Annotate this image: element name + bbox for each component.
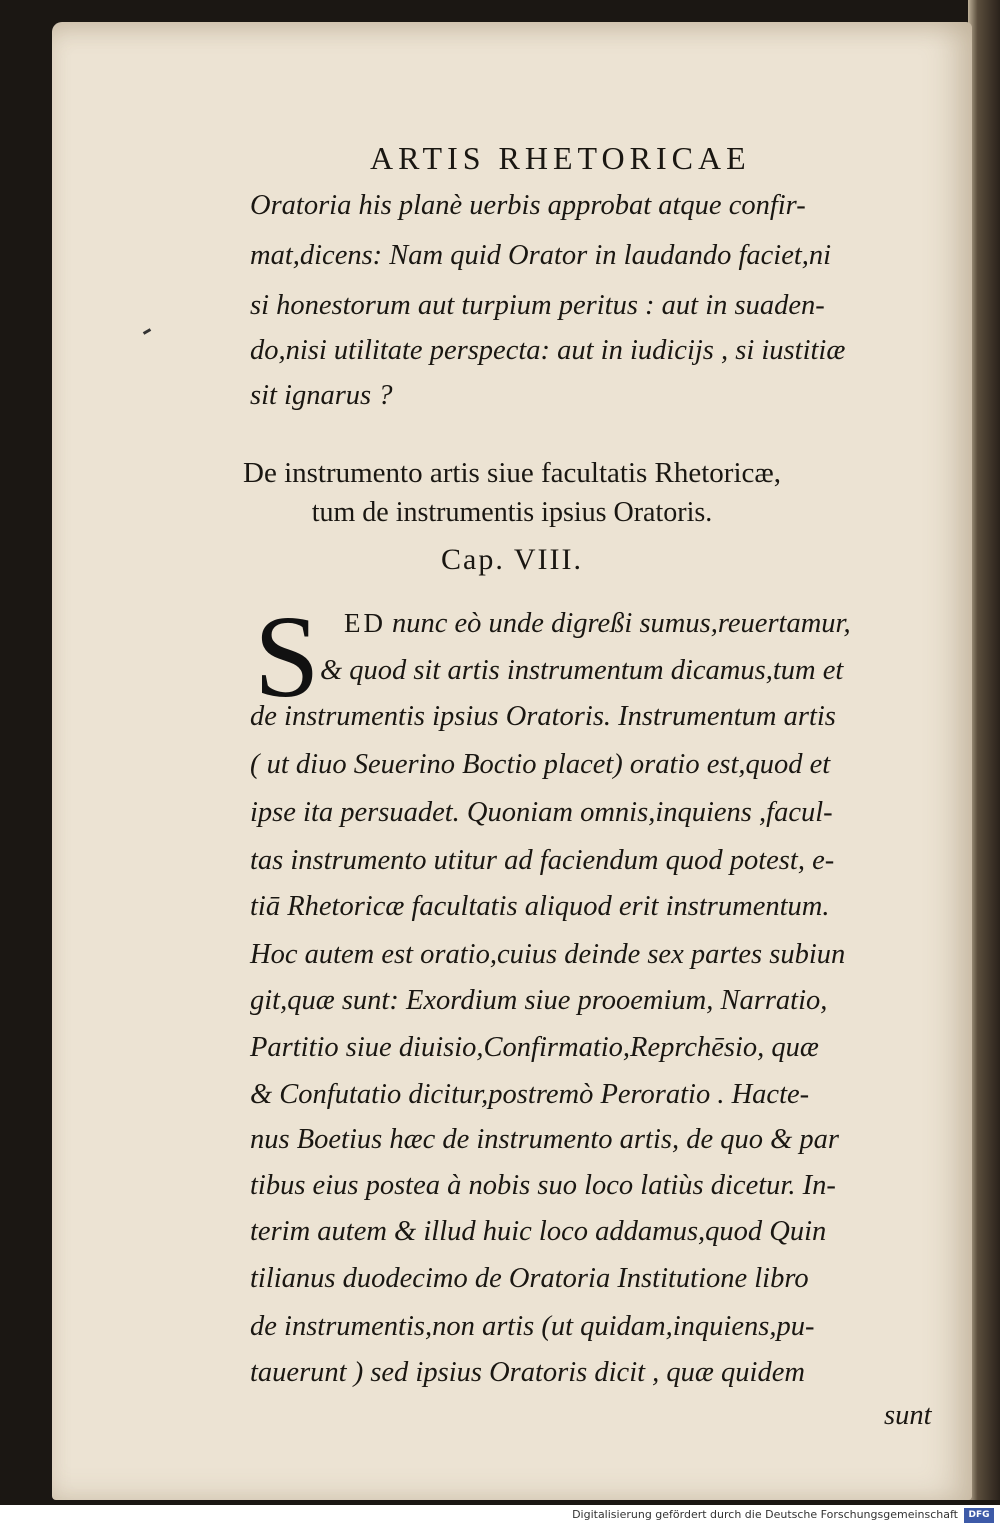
- dfg-logo: DFG: [964, 1508, 994, 1523]
- body-line-10: Partitio siue diuisio,Confirmatio,Reprchēsio, quæ: [250, 1032, 819, 1063]
- opening-line-3: si honestorum aut turpium peritus : aut in suaden-: [250, 290, 825, 321]
- body-line-9: git,quæ sunt: Exordium siue prooemium, Narratio,: [250, 985, 828, 1016]
- chapter-number: Cap. VIII.: [441, 543, 583, 576]
- drop-cap: S: [254, 591, 320, 722]
- running-head: ARTIS RHETORICAE: [370, 140, 751, 176]
- body-line-6: tas instrumento utitur ad faciendum quod potest, e-: [250, 845, 835, 876]
- book-page-edge: [968, 0, 1000, 1500]
- body-line-17: tauerunt ) sed ipsius Oratoris dicit , quæ quidem: [250, 1357, 805, 1388]
- body-line-11: & Confutatio dicitur,postremò Peroratio . Hacte-: [250, 1079, 810, 1110]
- catchword: sunt: [884, 1400, 932, 1431]
- body-line-15: tilianus duodecimo de Oratoria Institutione libro: [250, 1263, 809, 1294]
- body-line-16: de instrumentis,non artis (ut quidam,inquiens,pu-: [250, 1311, 815, 1342]
- opening-line-2: mat,dicens: Nam quid Orator in laudando faciet,ni: [250, 240, 832, 271]
- body-line-8: Hoc autem est oratio,cuius deinde sex partes subiun: [250, 939, 846, 970]
- opening-line-4: do,nisi utilitate perspecta: aut in iudicijs , si iustitiæ: [250, 335, 846, 366]
- body-line-12: nus Boetius hæc de instrumento artis, de quo & par: [250, 1124, 839, 1155]
- body-line-2: & quod sit artis instrumentum dicamus,tum et: [320, 655, 844, 686]
- body-line-7: tiā Rhetoricæ facultatis aliquod erit instrumentum.: [250, 891, 830, 922]
- opening-line-5: sit ignarus ?: [250, 380, 393, 411]
- chapter-heading-line-1: De instrumento artis siue facultatis Rhetoricæ,: [243, 457, 781, 489]
- body-line-5: ipse ita persuadet. Quoniam omnis,inquiens ,facul-: [250, 797, 833, 828]
- body-line-4: ( ut diuo Seuerino Boctio placet) oratio est,quod et: [250, 749, 831, 780]
- drop-cap-continuation: ED: [344, 608, 386, 638]
- body-line-1: nunc eò unde digreßi sumus,reuertamur,: [392, 608, 851, 639]
- opening-line-1: Oratoria his planè uerbis approbat atque confir-: [250, 190, 806, 221]
- footer-credit: Digitalisierung gefördert durch die Deutsche Forschungsgemeinschaft: [572, 1508, 958, 1521]
- body-line-14: terim autem & illud huic loco addamus,quod Quin: [250, 1216, 827, 1247]
- body-line-13: tibus eius postea à nobis suo loco latiùs dicetur. In-: [250, 1170, 836, 1201]
- chapter-heading-line-2: tum de instrumentis ipsius Oratoris.: [311, 497, 713, 528]
- body-line-3: de instrumentis ipsius Oratoris. Instrumentum artis: [250, 701, 836, 732]
